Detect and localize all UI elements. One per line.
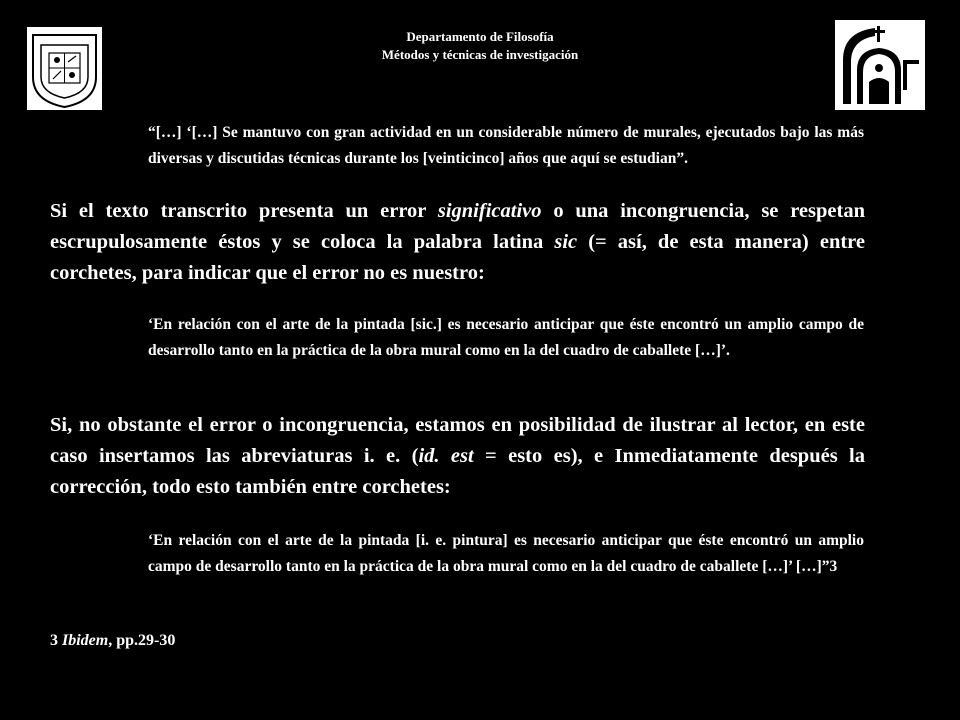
church-arches-icon	[835, 20, 925, 110]
footnote-ibidem: Ibidem	[62, 632, 109, 649]
department-title: Departamento de Filosofía	[406, 29, 554, 44]
quote-block-1: “[…] ‘[…] Se mantuvo con gran actividad en un considerable número de murales, ejecutados bajo las más diversas y discutidas técnicas durante los [veinticinco] años que aquí se estudian”.	[148, 124, 864, 167]
emphasis-text: significativo	[437, 200, 542, 222]
page-header	[200, 28, 760, 64]
quote-block-2: ‘En relación con el arte de la pintada [sic.] es necesario anticipar que éste encontró un amplio campo de desarrollo tanto en la práctica de la obra mural como en la del cuadro de caballete […]’.	[148, 316, 864, 359]
footnote-number: 3	[50, 632, 62, 649]
church-logo	[835, 20, 925, 110]
paragraph-text: = esto es), e Inmediatamente después la corrección, todo esto también entre corchetes:	[50, 445, 866, 498]
emphasis-text: sic	[554, 231, 578, 253]
footnote-pages: , pp.29-30	[108, 632, 176, 649]
paragraph-text: (= así, de esta manera) entre corchetes, para indicar que el error no es nuestro:	[50, 231, 865, 284]
paragraph-text: Si, no obstante el error o incongruencia, estamos en posibilidad de ilustrar al lector, en este caso insertamos las abreviaturas i. e. (	[50, 414, 865, 467]
emphasis-text: id. est	[418, 445, 474, 467]
paragraph-text: Si el texto transcrito presenta un error	[50, 200, 438, 222]
paragraph-text: o una incongruencia, se respetan escrupulosamente éstos y se coloca la palabra latina	[50, 200, 865, 253]
university-seal-icon	[27, 27, 102, 110]
course-title: Métodos y técnicas de investigación	[381, 47, 579, 62]
university-seal-logo	[27, 27, 102, 110]
footnote	[50, 632, 175, 650]
quote-block-3: ‘En relación con el arte de la pintada [i. e. pintura] es necesario anticipar que éste encontró un amplio campo de desarrollo tanto en la práctica de la obra mural como en la del cuadro de caballete […]’ […]”3	[148, 532, 864, 575]
paragraph-id-est	[50, 410, 865, 503]
paragraph-sic	[50, 196, 865, 289]
